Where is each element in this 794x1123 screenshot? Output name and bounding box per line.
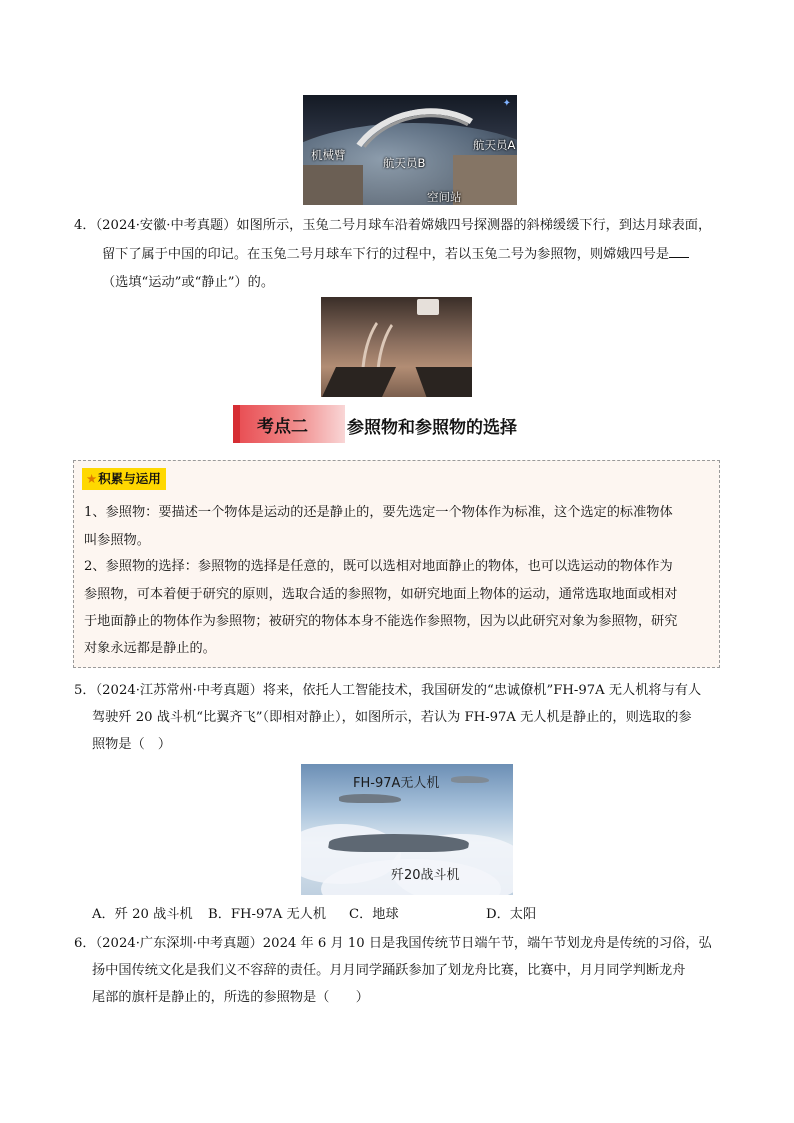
q5-line-1: 5．（2024·江苏常州·中考真题）将来，依托人工智能技术，我国研发的“忠诚僚机”FH-97A 无人机将与有人 xyxy=(74,683,702,698)
tv-logo-icon: ✦ xyxy=(502,98,511,109)
label-space-station: 空间站 xyxy=(427,190,462,204)
option-d: D．太阳 xyxy=(486,907,537,922)
q4-line-2 xyxy=(102,240,689,269)
knowledge-line-6: 对象永远都是静止的。 xyxy=(84,641,216,656)
drone-shape-1 xyxy=(451,776,489,783)
q4-line-1: 4．（2024·安徽·中考真题）如图所示，玉兔二号月球车沿着嫦娥四号探测器的斜梯缓缓下行，到达月球表面， xyxy=(74,218,712,233)
star-icon: ★ xyxy=(86,471,98,486)
option-c: C．地球 xyxy=(349,907,399,922)
label-astronaut-a: 航天员A xyxy=(473,138,516,152)
q4-line-3: （选填“运动”或“静止”）的。 xyxy=(102,275,275,290)
lander-ramp-right xyxy=(416,367,472,397)
drone-shape-2 xyxy=(339,794,401,803)
heading-badge: 考点二 xyxy=(257,417,308,437)
knowledge-line-4: 参照物，可本着便于研究的原则，选取合适的参照物，如研究地面上物体的运动，通常选取地面或相对 xyxy=(84,587,678,602)
station-module-right xyxy=(453,155,517,205)
answer-blank xyxy=(669,243,689,258)
fighter-shape xyxy=(327,834,470,852)
q6-line-1: 6．（2024·广东深圳·中考真题）2024 年 6 月 10 日是我国传统节日端午节，端午节划龙舟是传统的习俗，弘 xyxy=(74,936,712,951)
knowledge-badge xyxy=(82,468,166,490)
label-drone: FH-97A无人机 xyxy=(353,776,440,791)
q5-line-3: 照物是（ ） xyxy=(92,737,172,752)
station-module-left xyxy=(303,165,363,205)
moon-rover-photo xyxy=(321,297,472,397)
label-fighter: 歼20战斗机 xyxy=(391,868,460,883)
knowledge-line-1: 1、参照物：要描述一个物体是运动的还是静止的，要先选定一个物体作为标准，这个选定的标准物体 xyxy=(84,505,673,520)
knowledge-line-3: 2、参照物的选择：参照物的选择是任意的，既可以选相对地面静止的物体，也可以选运动的物体作为 xyxy=(84,559,673,574)
space-station-photo xyxy=(303,95,517,205)
jets-photo xyxy=(301,764,513,895)
knowledge-line-5: 于地面静止的物体作为参照物；被研究的物体本身不能选作参照物，因为以此研究对象为参照物，研究 xyxy=(84,614,678,629)
option-a: A．歼 20 战斗机 xyxy=(92,907,193,922)
q6-line-2: 扬中国传统文化是我们义不容辞的责任。月月同学踊跃参加了划龙舟比赛，比赛中，月月同学判断龙舟 xyxy=(92,963,686,978)
q6-line-3: 尾部的旗杆是静止的，所选的参照物是（ ） xyxy=(92,990,369,1005)
option-b: B．FH-97A 无人机 xyxy=(208,907,327,922)
label-robotic-arm: 机械臂 xyxy=(311,148,346,162)
label-astronaut-b: 航天员B xyxy=(383,156,426,170)
knowledge-badge-label: 积累与运用 xyxy=(98,471,161,486)
q5-line-2: 驾驶歼 20 战斗机“比翼齐飞”（即相对静止），如图所示，若认为 FH-97A 无人机是静止的，则选取的参 xyxy=(92,710,692,725)
knowledge-line-2: 叫参照物。 xyxy=(84,533,150,548)
q4-line-2-text: 留下了属于中国的印记。在玉兔二号月球车下行的过程中，若以玉兔二号为参照物，则嫦娥四号是 xyxy=(102,247,670,262)
heading-title: 参照物和参照物的选择 xyxy=(347,418,517,438)
